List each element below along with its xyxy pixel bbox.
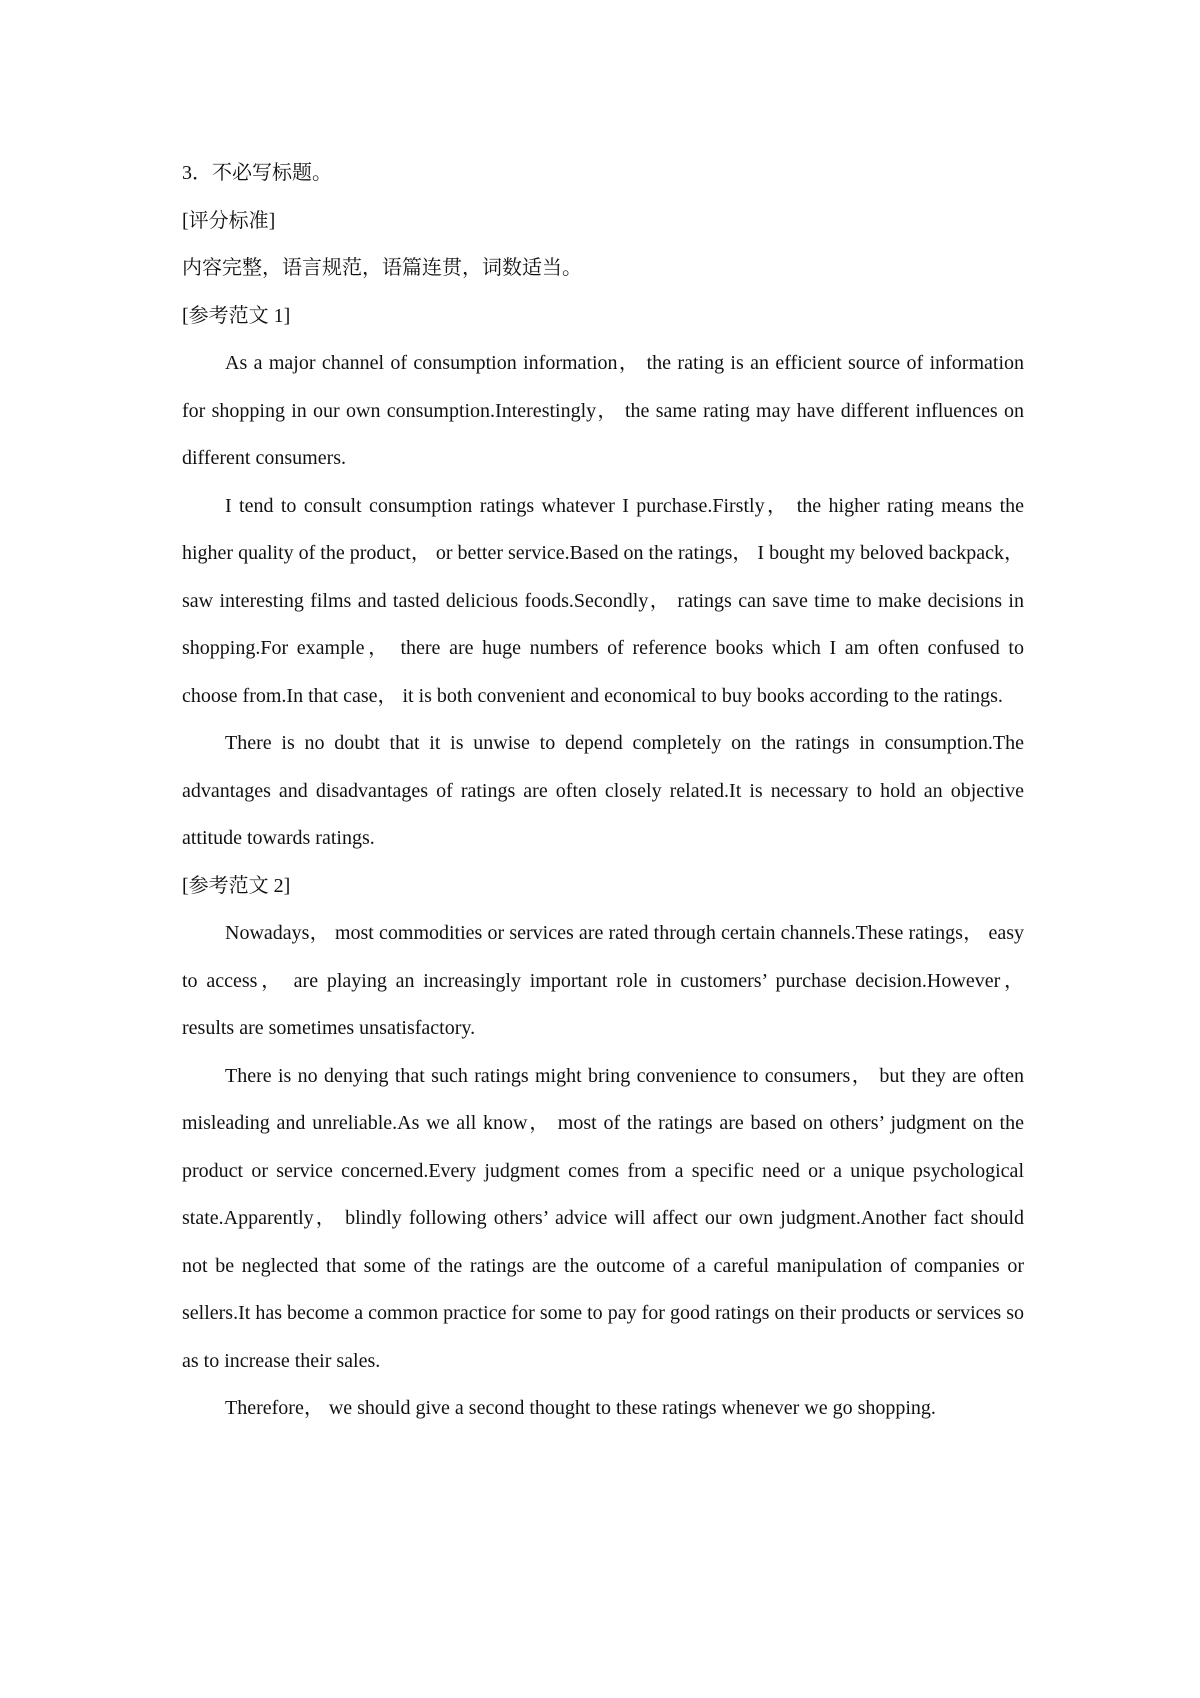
sample-2-paragraph: Therefore， we should give a second thought to these ratings whenever we go shopping. [225, 1397, 936, 1419]
sample-2-paragraph: There is no denying that such ratings might bring convenience to consumers， but they are often misleading and unreliable.As we all know， most of the ratings are based on others’ judgment on the product or service concerned.Every judgment comes from a specific need or a unique psychological state.Apparently， blindly following others’ advice will affect our own judgment.Another fact should not be neglected that some of the ratings are the outcome of a careful manipulation of companies or sellers.It has become a common practice for some to pay for good ratings on their products or services so as to increase their sales. [182, 1064, 1024, 1372]
criteria-text: 内容完整，语言规范，语篇连贯，词数适当。 [182, 257, 582, 279]
document-content [182, 150, 1024, 1433]
sample-1-paragraph: I tend to consult consumption ratings whatever I purchase.Firstly， the higher rating means the higher quality of the product， or better service.Based on the ratings， I bought my beloved backpack， saw interesting films and tasted delicious foods.Secondly， ratings can save time to make decisions in shopping.For example， there are huge numbers of reference books which I am often confused to choose from.In that case， it is both convenient and economical to buy books according to the ratings. [182, 494, 1024, 707]
sample-1-heading: [参考范文 1] [182, 304, 291, 327]
sample-2-heading: [参考范文 2] [182, 874, 291, 897]
sample-1-paragraph: As a major channel of consumption information， the rating is an efficient source of information for shopping in our own consumption.Interestingly， the same rating may have different influences on different consumers. [182, 352, 1024, 469]
criteria-heading: [评分标准] [182, 209, 276, 232]
instruction-item-3: 3．不必写标题。 [182, 162, 332, 184]
sample-1-paragraph: There is no doubt that it is unwise to depend completely on the ratings in consumption.The advantages and disadvantages of ratings are often closely related.It is necessary to hold an objective attitude towards ratings. [182, 732, 1024, 849]
sample-2-paragraph: Nowadays， most commodities or services are rated through certain channels.These ratings， easy to access， are playing an increasingly important role in customers’ purchase decision.However， results are sometimes unsatisfactory. [182, 922, 1024, 1039]
